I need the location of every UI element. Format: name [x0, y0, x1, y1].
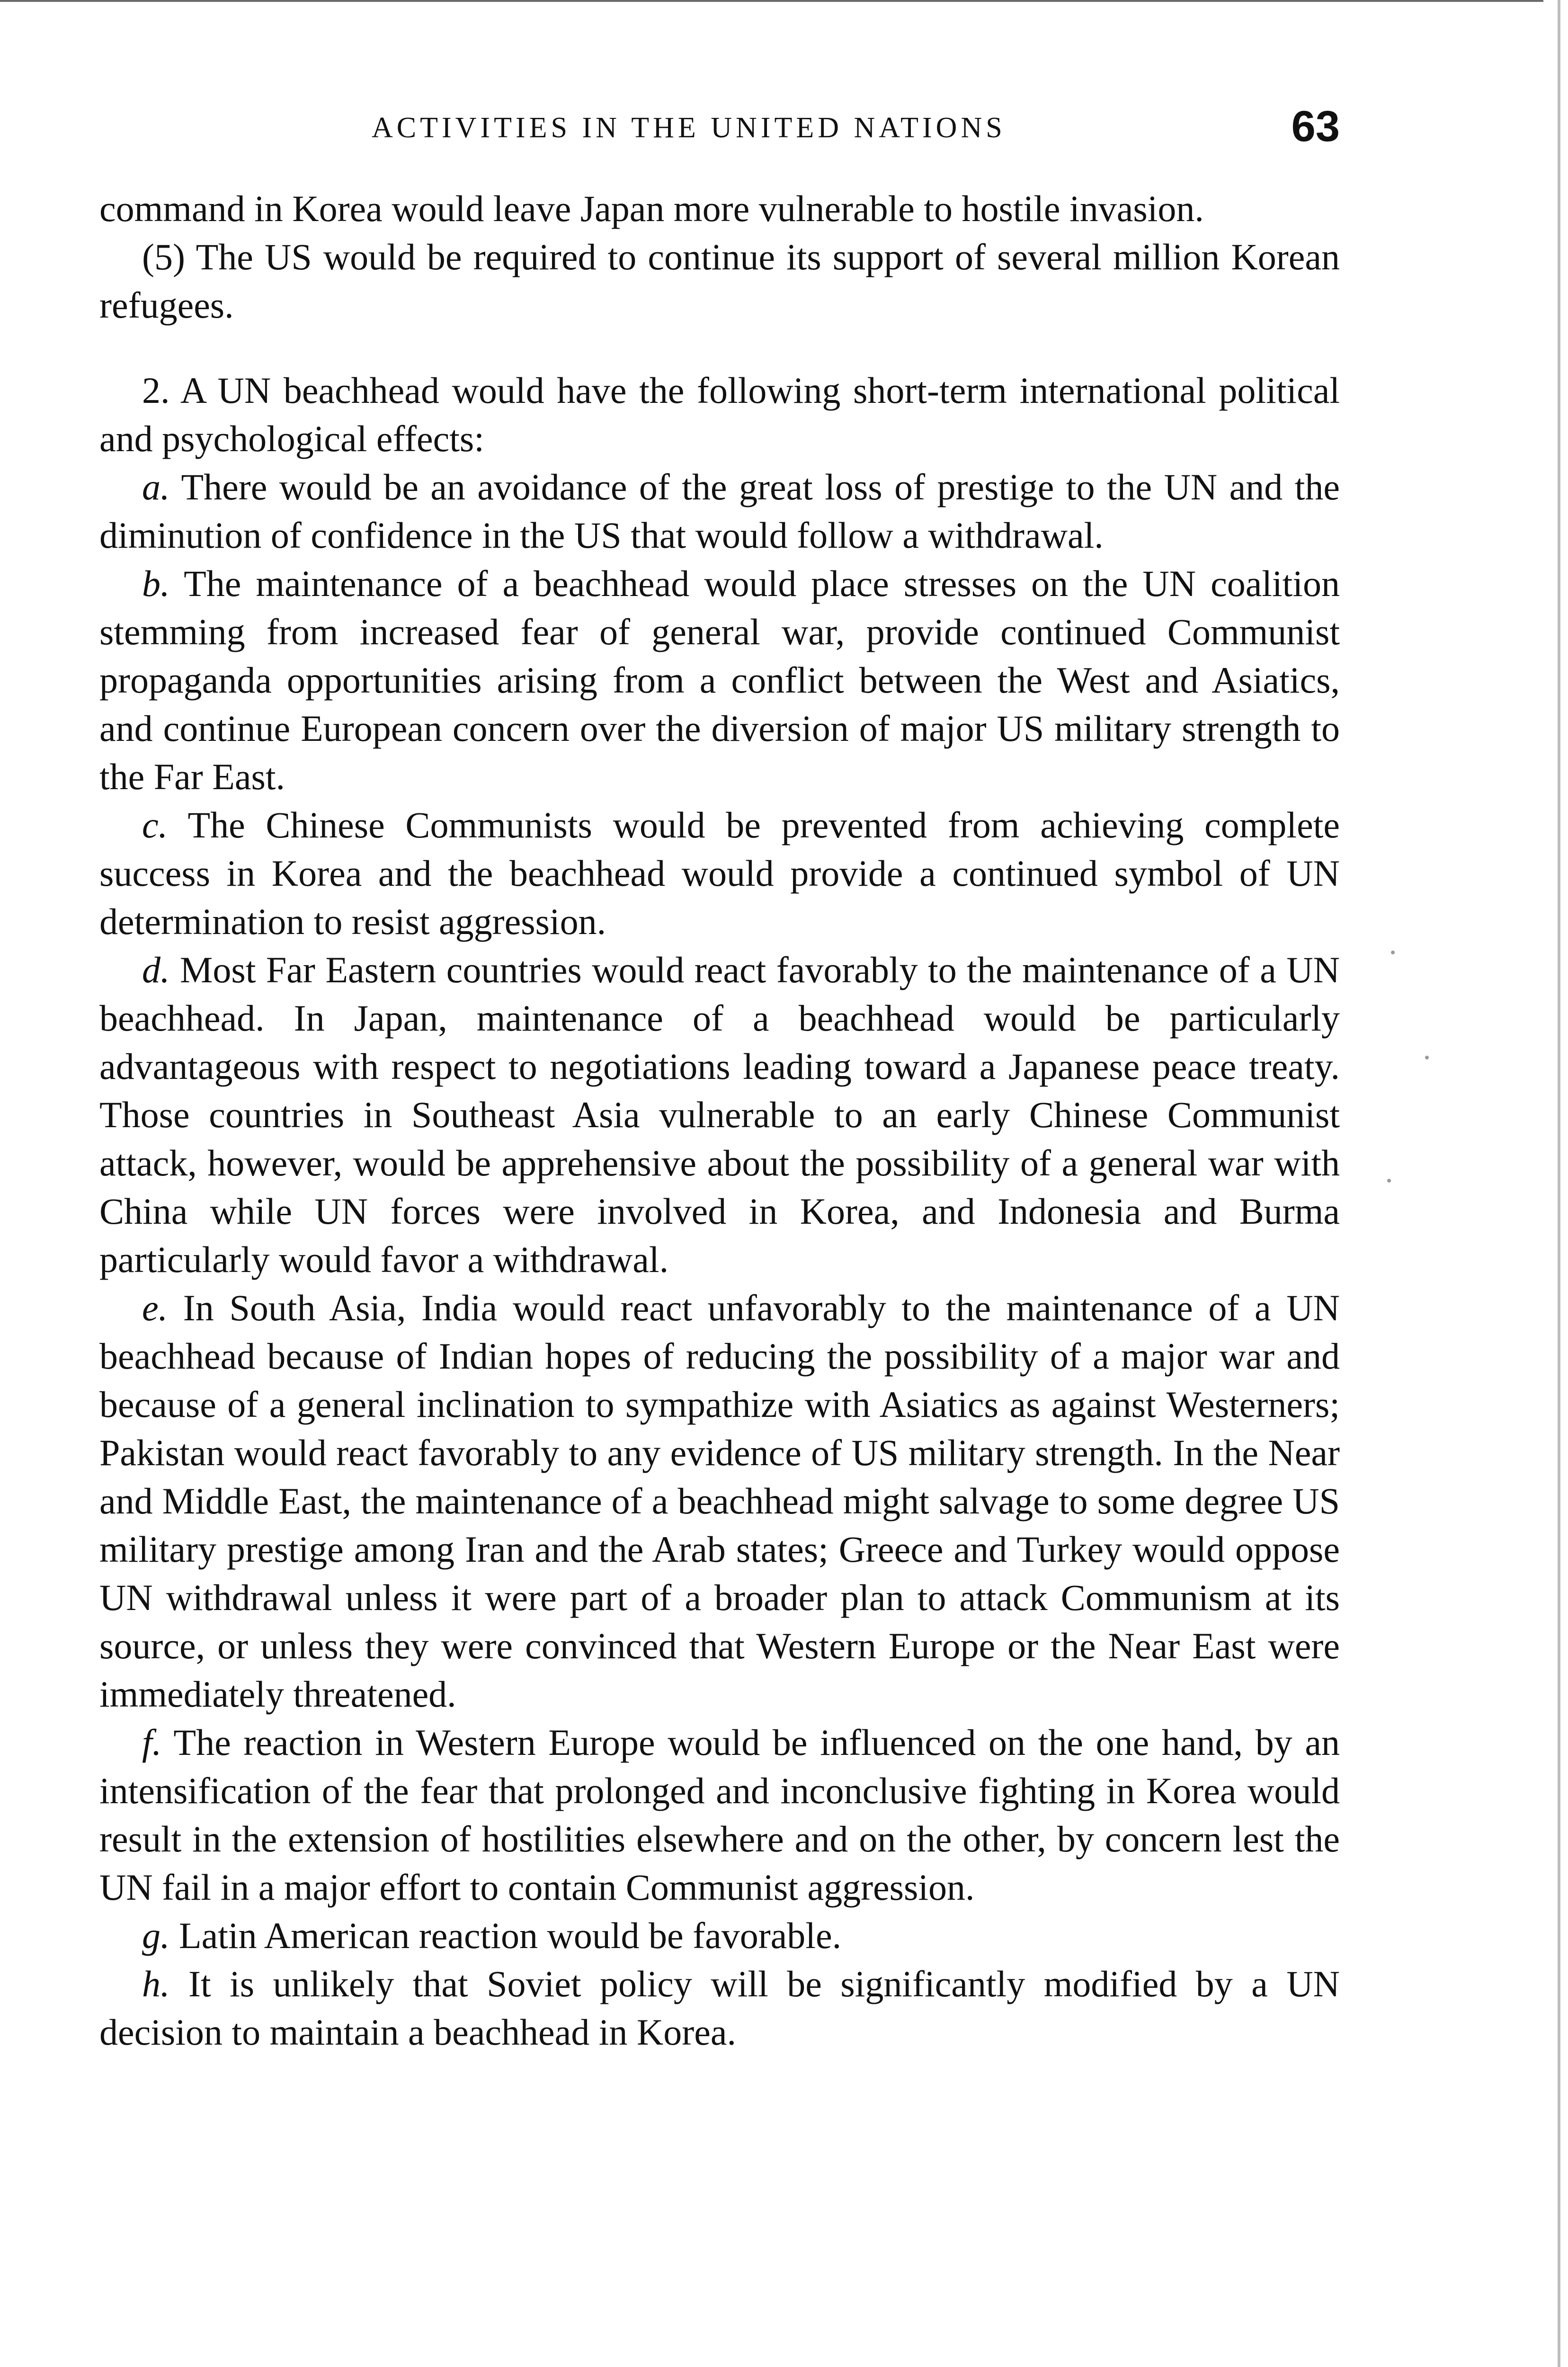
paragraph-item-5: (5) The US would be required to continue its support of several million Korean refugees.	[99, 236, 1340, 326]
item-label: c.	[142, 804, 168, 845]
item-text: Latin American reaction would be favorable.	[179, 1915, 842, 1956]
list-item-g	[99, 1912, 1340, 1960]
list-item-b	[99, 560, 1340, 801]
item-label: d.	[142, 949, 170, 990]
scan-speck	[1391, 951, 1395, 954]
top-border-line	[0, 0, 1543, 2]
scan-speck	[1425, 1056, 1429, 1059]
list-item-d	[99, 946, 1340, 1284]
body-text	[99, 185, 1340, 2056]
item-label: g.	[142, 1915, 170, 1956]
item-label: b.	[142, 563, 170, 604]
running-head: ACTIVITIES IN THE UNITED NATIONS	[372, 112, 1006, 144]
page-number: 63	[1291, 102, 1340, 151]
list-item-a	[99, 463, 1340, 560]
item-text: The maintenance of a beachhead would place stresses on the UN coalition stemming from increased fear of general war, provide continued Communist propaganda opportunities arising from a conflict between the West and Asiatics, and continue European concern over the diversion of major US military strength to the Far East.	[99, 563, 1340, 797]
item-text: There would be an avoidance of the great loss of prestige to the UN and the diminution of confidence in the US that would follow a withdrawal.	[99, 466, 1340, 556]
item-label: e.	[142, 1287, 168, 1328]
item-label: a.	[142, 466, 170, 507]
paragraph-section-2: 2. A UN beachhead would have the following short-term international political and psychological effects:	[99, 370, 1340, 459]
item-text: It is unlikely that Soviet policy will be significantly modified by a UN decision to maintain a beachhead in Korea.	[99, 1963, 1340, 2053]
paragraph-continuation: command in Korea would leave Japan more vulnerable to hostile invasion.	[99, 188, 1204, 229]
list-item-e	[99, 1284, 1340, 1718]
item-label: f.	[142, 1722, 162, 1763]
page-edge-line	[1558, 0, 1560, 2367]
item-text: The Chinese Communists would be prevented from achieving complete success in Korea and the beachhead would provide a continued symbol of UN determination to resist aggression.	[99, 804, 1340, 942]
list-item-h	[99, 1960, 1340, 2056]
item-text: Most Far Eastern countries would react favorably to the maintenance of a UN beachhead. In Japan, maintenance of a beachhead would be particularly advantageous with respect to negotiations leading toward a Japanese peace treaty. Those countries in Southeast Asia vulnerable to an early Chinese Communist attack, however, would be apprehensive about the possibility of a general war with China while UN forces were involved in Korea, and Indonesia and Burma particularly would favor a withdrawal.	[99, 949, 1340, 1280]
page-header	[99, 102, 1340, 154]
scan-speck	[1387, 1179, 1391, 1183]
item-label: h.	[142, 1963, 170, 2004]
list-item-f	[99, 1718, 1340, 1912]
item-text: In South Asia, India would react unfavorably to the maintenance of a UN beachhead because of Indian hopes of reducing the possibility of a major war and because of a general inclination to sympathize with Asiatics as against Westerners; Pakistan would react favorably to any evidence of US military strength. In the Near and Middle East, the maintenance of a beachhead might salvage to some degree US military prestige among Iran and the Arab states; Greece and Turkey would oppose UN withdrawal unless it were part of a broader plan to attack Communism at its source, or unless they were convinced that Western Europe or the Near East were immediately threatened.	[99, 1287, 1340, 1715]
item-text: The reaction in Western Europe would be influenced on the one hand, by an intensification of the fear that prolonged and inconclusive fighting in Korea would result in the extension of hostilities elsewhere and on the other, by concern lest the UN fail in a major effort to contain Communist aggression.	[99, 1722, 1340, 1908]
list-item-c	[99, 801, 1340, 946]
